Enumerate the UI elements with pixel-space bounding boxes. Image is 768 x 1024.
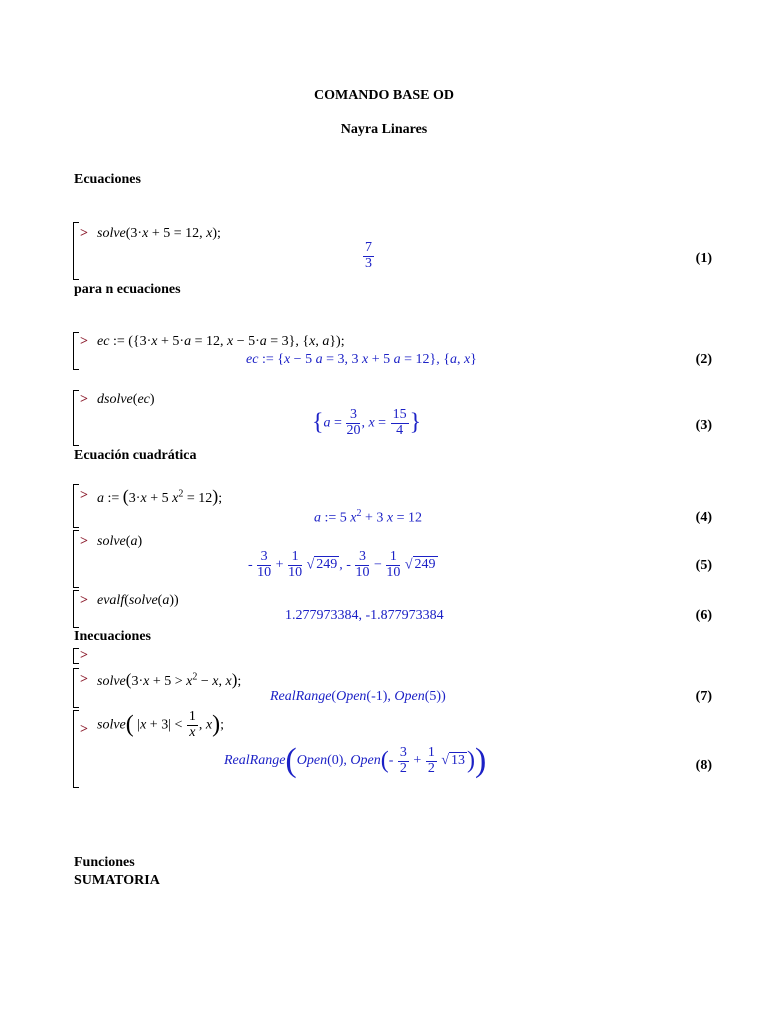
exec-group-bracket xyxy=(73,668,79,708)
output-5: - $\frac{3}{10}$ + $\frac{1}{10}$ √ 249 , - $\frac{3}{10}$ − $\frac{1}{10}$ √ 249 xyxy=(248,549,436,580)
output-3: {a = $\frac{3}{20}$ , x = $\frac{15}{4}$ } xyxy=(312,407,422,438)
equation-label-1: (1) xyxy=(695,251,712,266)
command-2[interactable]: ec := ({3·x + 5·a = 12, x − 5·a = 3}, {x, a}); xyxy=(97,334,345,349)
prompt-symbol: > xyxy=(80,722,88,737)
command-1[interactable]: solve(3·x + 5 = 12, x); xyxy=(97,226,221,241)
output-6: 1.277973384, -1.877973384 xyxy=(285,608,444,623)
command-8[interactable]: solve( |x + 3| < $\frac{1}{x}$ , x); xyxy=(97,709,224,740)
exec-group-bracket xyxy=(73,710,79,788)
section-sumatoria: SUMATORIA xyxy=(74,873,160,888)
prompt-symbol: > xyxy=(80,334,88,349)
exec-group-bracket xyxy=(73,648,79,664)
exec-group-bracket xyxy=(73,332,79,370)
equation-label-3: (3) xyxy=(695,418,712,433)
output-7: RealRange(Open(-1), Open(5)) xyxy=(270,689,446,704)
prompt-symbol: > xyxy=(80,392,88,407)
output-4: a := 5 $x^2 + 3$ x = 12 xyxy=(314,508,423,526)
prompt-symbol: > xyxy=(80,593,88,608)
section-funciones: Funciones xyxy=(74,855,135,870)
section-cuadratica: Ecuación cuadrática xyxy=(74,448,197,463)
prompt-symbol: > xyxy=(80,672,88,687)
exec-group-bracket xyxy=(73,222,79,280)
prompt-symbol: > xyxy=(80,226,88,241)
exec-group-bracket xyxy=(73,484,79,528)
command-4[interactable]: a := (3·x + 5 $x^2 = 12$); xyxy=(97,486,223,506)
equation-label-6: (6) xyxy=(695,608,712,623)
output-8: RealRange(Open(0), Open(- $\frac{3}{2}$ + $\frac{1}{2}$ √ 13)) xyxy=(224,742,487,779)
equation-label-8: (8) xyxy=(695,758,712,773)
command-3[interactable]: dsolve(ec) xyxy=(97,392,155,407)
equation-label-2: (2) xyxy=(695,352,712,367)
output-2: ec := {x − 5 a = 3, 3 x + 5 a = 12}, {a, x} xyxy=(246,352,477,367)
equation-label-4: (4) xyxy=(695,510,712,525)
exec-group-bracket xyxy=(73,390,79,446)
exec-group-bracket xyxy=(73,590,79,628)
section-n-ecuaciones: para n ecuaciones xyxy=(74,282,181,297)
command-6[interactable]: evalf(solve(a)) xyxy=(97,593,179,608)
prompt-symbol: > xyxy=(80,488,88,503)
exec-group-bracket xyxy=(73,530,79,588)
equation-label-7: (7) xyxy=(695,689,712,704)
output-1: $\frac{7}{3}$ xyxy=(365,240,372,271)
equation-label-5: (5) xyxy=(695,558,712,573)
document-author: Nayra Linares xyxy=(340,122,428,137)
empty-prompt[interactable]: > xyxy=(80,648,88,663)
section-ecuaciones: Ecuaciones xyxy=(74,172,141,187)
command-7[interactable]: solve(3·x + $5 > x^2 - x$, x); xyxy=(97,670,242,689)
command-5[interactable]: solve(a) xyxy=(97,534,143,549)
document-title: COMANDO BASE OD xyxy=(313,88,454,103)
prompt-symbol: > xyxy=(80,534,88,549)
section-inecuaciones: Inecuaciones xyxy=(74,629,151,644)
